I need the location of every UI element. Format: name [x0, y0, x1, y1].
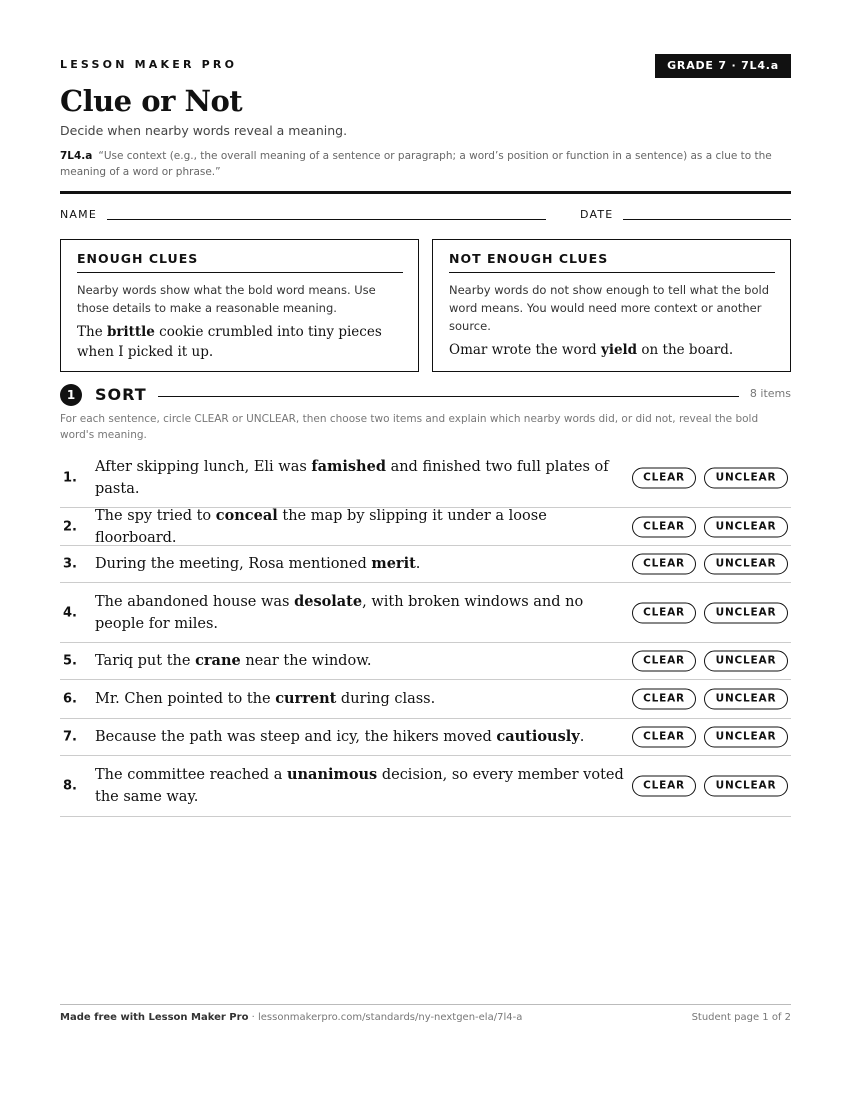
item-choices [632, 516, 788, 537]
item-bold-word: conceal [215, 506, 278, 524]
section-title: SORT [95, 385, 147, 404]
footer-page-number: Student page 1 of 2 [691, 1012, 791, 1023]
sort-item-row [60, 448, 791, 508]
unclear-choice[interactable]: UNCLEAR [704, 689, 788, 710]
name-field[interactable] [107, 219, 546, 220]
standard-code: 7L4.a [60, 150, 93, 162]
example-bold-word: brittle [106, 324, 155, 340]
enough-clues-box [60, 239, 419, 372]
item-choices [632, 602, 788, 623]
date-field[interactable] [623, 219, 791, 220]
enough-clues-description: Nearby words show what the bold word means. Use those details to make a reasonable meaning. [77, 283, 376, 315]
standard-text: “Use context (e.g., the overall meaning of a sentence or paragraph; a word’s position or function in a sentence) as a clue to the meaning of a word or phrase.” [60, 150, 772, 178]
item-sentence: During the meeting, Rosa mentioned merit. [95, 555, 421, 572]
clear-choice[interactable]: CLEAR [632, 689, 696, 710]
name-label: NAME [60, 208, 97, 221]
unclear-choice[interactable]: UNCLEAR [704, 516, 788, 537]
item-bold-word: cautiously [496, 728, 580, 745]
section-item-count: 8 items [749, 387, 791, 400]
enough-clues-heading: ENOUGH CLUES [77, 251, 403, 273]
sort-items-list [60, 448, 791, 817]
item-bold-word: current [275, 690, 337, 707]
unclear-choice[interactable]: UNCLEAR [704, 651, 788, 672]
not-enough-clues-description: Nearby words do not show enough to tell what the bold word means. You would need more context or another source. [449, 283, 770, 333]
sort-item-row [60, 546, 791, 583]
unclear-choice[interactable]: UNCLEAR [704, 467, 788, 488]
item-number: 1. [63, 470, 77, 485]
item-choices [632, 689, 788, 710]
sort-item-row [60, 719, 791, 756]
item-bold-word: crane [195, 652, 241, 669]
brand-row [60, 54, 791, 78]
sort-section-header [60, 384, 791, 406]
clear-choice[interactable]: CLEAR [632, 467, 696, 488]
item-bold-word: merit [371, 555, 416, 572]
enough-clues-example: The brittle cookie crumbled into tiny pieces when I picked it up. [77, 324, 382, 360]
unclear-choice[interactable]: UNCLEAR [704, 554, 788, 575]
item-choices [632, 776, 788, 797]
item-sentence: Because the path was steep and icy, the hikers moved cautiously. [95, 728, 585, 745]
page-title: Clue or Not [60, 84, 243, 118]
not-enough-clues-box [432, 239, 791, 372]
item-sentence: The committee reached a unanimous decision, so every member voted the same way. [95, 766, 624, 805]
not-enough-clues-example: Omar wrote the word yield on the board. [449, 342, 734, 358]
sort-item-row [60, 583, 791, 643]
item-number: 8. [63, 778, 77, 794]
date-label: DATE [580, 208, 614, 221]
item-choices [632, 727, 788, 748]
item-number: 2. [63, 519, 77, 534]
name-date-row [60, 206, 791, 222]
footer-divider [60, 1004, 791, 1005]
not-enough-clues-heading: NOT ENOUGH CLUES [449, 251, 775, 273]
brand-name: LESSON MAKER PRO [60, 58, 238, 71]
item-choices [632, 651, 788, 672]
clear-choice[interactable]: CLEAR [632, 776, 696, 797]
clear-choice[interactable]: CLEAR [632, 651, 696, 672]
example-bold-word: yield [600, 342, 638, 358]
clear-choice[interactable]: CLEAR [632, 516, 696, 537]
sort-item-row [60, 680, 791, 719]
unclear-choice[interactable]: UNCLEAR [704, 727, 788, 748]
grade-badge: GRADE 7 · 7L4.a [655, 54, 791, 78]
sort-item-row [60, 756, 791, 817]
section-number-badge: 1 [60, 384, 82, 406]
clear-choice[interactable]: CLEAR [632, 554, 696, 575]
item-sentence: The spy tried to conceal the map by slipping it under a loose floorboard. [95, 506, 547, 546]
item-sentence: Tariq put the crane near the window. [95, 652, 372, 669]
item-sentence: The abandoned house was desolate, with broken windows and no people for miles. [95, 592, 584, 632]
item-bold-word: desolate [294, 592, 363, 610]
section-divider [158, 396, 739, 397]
clear-choice[interactable]: CLEAR [632, 602, 696, 623]
item-bold-word: unanimous [286, 766, 378, 783]
worksheet-page [60, 0, 791, 1100]
unclear-choice[interactable]: UNCLEAR [704, 776, 788, 797]
item-number: 3. [63, 556, 77, 572]
unclear-choice[interactable]: UNCLEAR [704, 602, 788, 623]
footer-url: · lessonmakerpro.com/standards/ny-nextgen-ela/7l4-a [248, 1012, 523, 1023]
clear-choice[interactable]: CLEAR [632, 727, 696, 748]
standard-statement [60, 148, 791, 180]
sort-item-row [60, 508, 791, 546]
footer-made-with: Made free with Lesson Maker Pro [60, 1012, 249, 1023]
footer [60, 1012, 791, 1023]
page-subtitle: Decide when nearby words reveal a meaning. [60, 123, 348, 138]
item-choices [632, 467, 788, 488]
item-number: 4. [63, 605, 77, 620]
item-choices [632, 554, 788, 575]
item-sentence: After skipping lunch, Eli was famished and finished two full plates of pasta. [95, 457, 609, 497]
section-instructions: For each sentence, circle CLEAR or UNCLEAR, then choose two items and explain which nearby words did, or did not, reveal the bold word's meaning. [60, 413, 759, 441]
item-number: 7. [63, 729, 77, 745]
item-number: 5. [63, 653, 77, 669]
sort-item-row [60, 643, 791, 680]
item-number: 6. [63, 691, 77, 707]
item-bold-word: famished [311, 457, 386, 475]
header-divider [60, 191, 791, 194]
item-sentence: Mr. Chen pointed to the current during class. [95, 690, 436, 707]
